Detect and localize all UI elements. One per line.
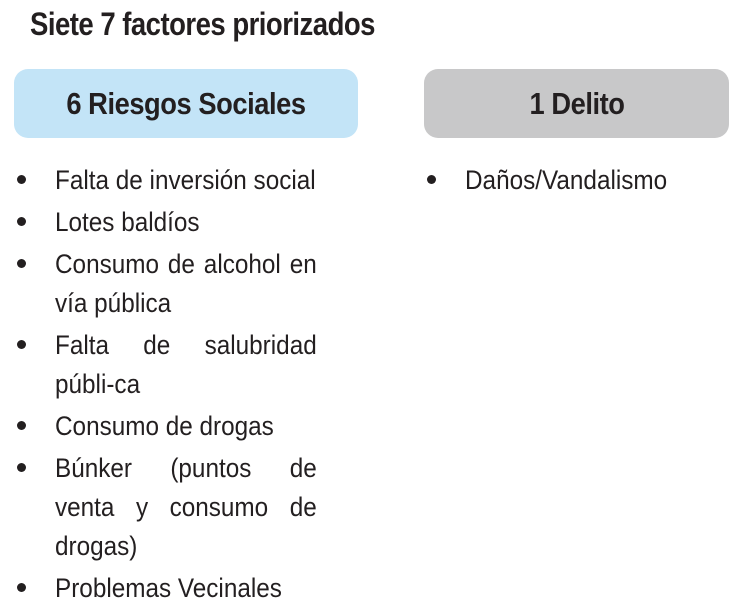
list-item-text: Daños/Vandalismo	[465, 165, 668, 195]
list-item-text: Falta de inversión social	[55, 165, 316, 195]
list-item-text: Problemas Vecinales	[55, 573, 282, 603]
bullet-icon	[17, 175, 26, 184]
list-item-text: Consumo de drogas	[55, 411, 274, 441]
list-item	[424, 161, 729, 200]
crime-header-label: 1 Delito	[528, 85, 625, 121]
list-item-text: Lotes baldíos	[55, 207, 200, 237]
bullet-icon	[17, 463, 26, 472]
bullet-icon	[17, 259, 26, 268]
list-item	[14, 245, 317, 323]
social-risks-header	[14, 69, 358, 138]
bullet-icon	[427, 175, 436, 184]
list-item	[14, 569, 317, 608]
list-item	[14, 449, 317, 566]
list-item-text: Búnker (puntos de venta y consumo de drogas)	[55, 453, 317, 561]
list-item	[14, 407, 317, 446]
page-title: Siete 7 factores priorizados	[30, 6, 375, 42]
bullet-icon	[17, 217, 26, 226]
social-risks-column	[14, 69, 358, 611]
list-item-text: Falta de salubridad públi-ca	[55, 330, 317, 399]
crime-list	[424, 161, 729, 200]
social-risks-list	[14, 161, 358, 608]
crime-header	[424, 69, 729, 138]
bullet-icon	[17, 421, 26, 430]
list-item	[14, 161, 317, 200]
list-item-text: Consumo de alcohol en vía pública	[55, 249, 317, 318]
crime-column	[424, 69, 729, 203]
social-risks-header-label: 6 Riesgos Sociales	[66, 85, 306, 121]
list-item	[14, 326, 317, 404]
list-item	[14, 203, 317, 242]
bullet-icon	[17, 340, 26, 349]
bullet-icon	[17, 583, 26, 592]
